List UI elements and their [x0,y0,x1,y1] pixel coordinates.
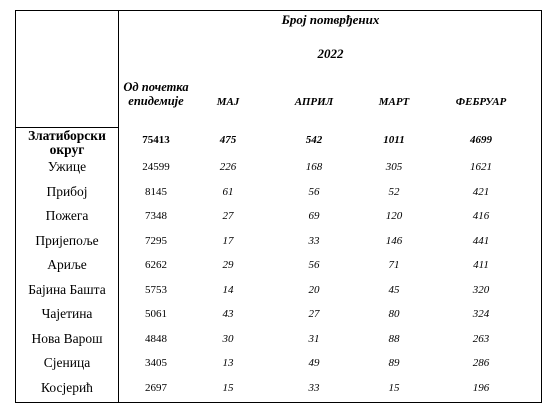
row-march: 45 [388,283,400,296]
row-february: 263 [472,332,490,345]
row-march: 89 [388,357,400,369]
municipality-name: Ариље [47,257,87,272]
row-may: 226 [219,161,237,173]
row-may: 13 [222,357,234,369]
row-since: 5061 [145,308,167,320]
col-header-may: МАЈ [216,96,240,108]
district-april: 542 [305,134,323,146]
row-may: 61 [222,185,234,198]
row-april: 56 [308,259,320,271]
table-title: Број потврђених [281,12,380,27]
row-february: 196 [472,381,490,394]
municipality-name: Бајина Башта [28,281,106,297]
row-march: 80 [388,308,400,320]
row-march: 71 [388,259,400,271]
row-since: 4848 [145,332,167,345]
district-february: 4699 [470,134,492,146]
row-april: 168 [305,161,323,173]
municipality-name: Ужице [47,159,87,174]
district-march: 1011 [383,134,405,146]
row-february: 320 [472,283,490,296]
row-may: 29 [222,259,234,271]
row-since: 6262 [145,259,167,271]
row-march: 15 [388,381,400,394]
row-may: 17 [222,234,234,247]
municipality-name: Пожега [45,208,89,223]
row-february: 441 [472,234,490,247]
row-february: 324 [472,308,490,320]
district-may: 475 [219,134,237,146]
row-since: 8145 [145,185,167,198]
municipality-name: Чајетина [41,306,93,321]
row-may: 30 [222,332,234,345]
row-march: 305 [385,161,403,173]
col-header-march: МАРТ [378,96,410,108]
row-february: 286 [472,357,490,369]
municipality-name: Прибој [46,183,88,199]
row-since: 7348 [145,210,167,222]
row-may: 27 [222,210,234,222]
row-may: 43 [222,308,234,320]
row-april: 49 [308,357,320,369]
col-header-since-start: Од почетка епидемије [123,80,189,108]
row-march: 52 [388,185,400,198]
municipality-name: Косјерић [41,379,93,395]
row-march: 146 [385,234,403,247]
row-march: 88 [388,332,400,345]
row-february: 1621 [470,161,492,173]
row-may: 14 [222,283,234,296]
row-april: 69 [308,210,320,222]
row-april: 31 [308,332,320,345]
row-february: 421 [472,185,490,198]
row-since: 3405 [145,357,167,369]
row-april: 33 [308,234,320,247]
municipality-name: Пријепоље [35,232,99,248]
row-april: 27 [308,308,320,320]
column-divider [118,11,119,403]
district-since: 75413 [142,134,170,146]
row-april: 33 [308,381,320,394]
row-may: 15 [222,381,234,394]
row-february: 416 [472,210,490,222]
row-march: 120 [385,210,403,222]
municipality-name: Сјеница [43,355,91,370]
col-header-february: ФЕБРУАР [455,96,507,108]
row-since: 2697 [145,381,167,394]
row-february: 411 [473,259,489,271]
row-april: 56 [308,185,320,198]
district-name: Златиборски округ [28,128,106,157]
confirmed-cases-table [15,10,542,403]
row-since: 5753 [145,283,167,296]
table-year: 2022 [317,46,344,61]
municipality-name: Нова Варош [31,330,103,346]
col-header-april: АПРИЛ [294,96,334,108]
row-since: 7295 [145,234,167,247]
row-since: 24599 [142,161,170,173]
row-april: 20 [308,283,320,296]
